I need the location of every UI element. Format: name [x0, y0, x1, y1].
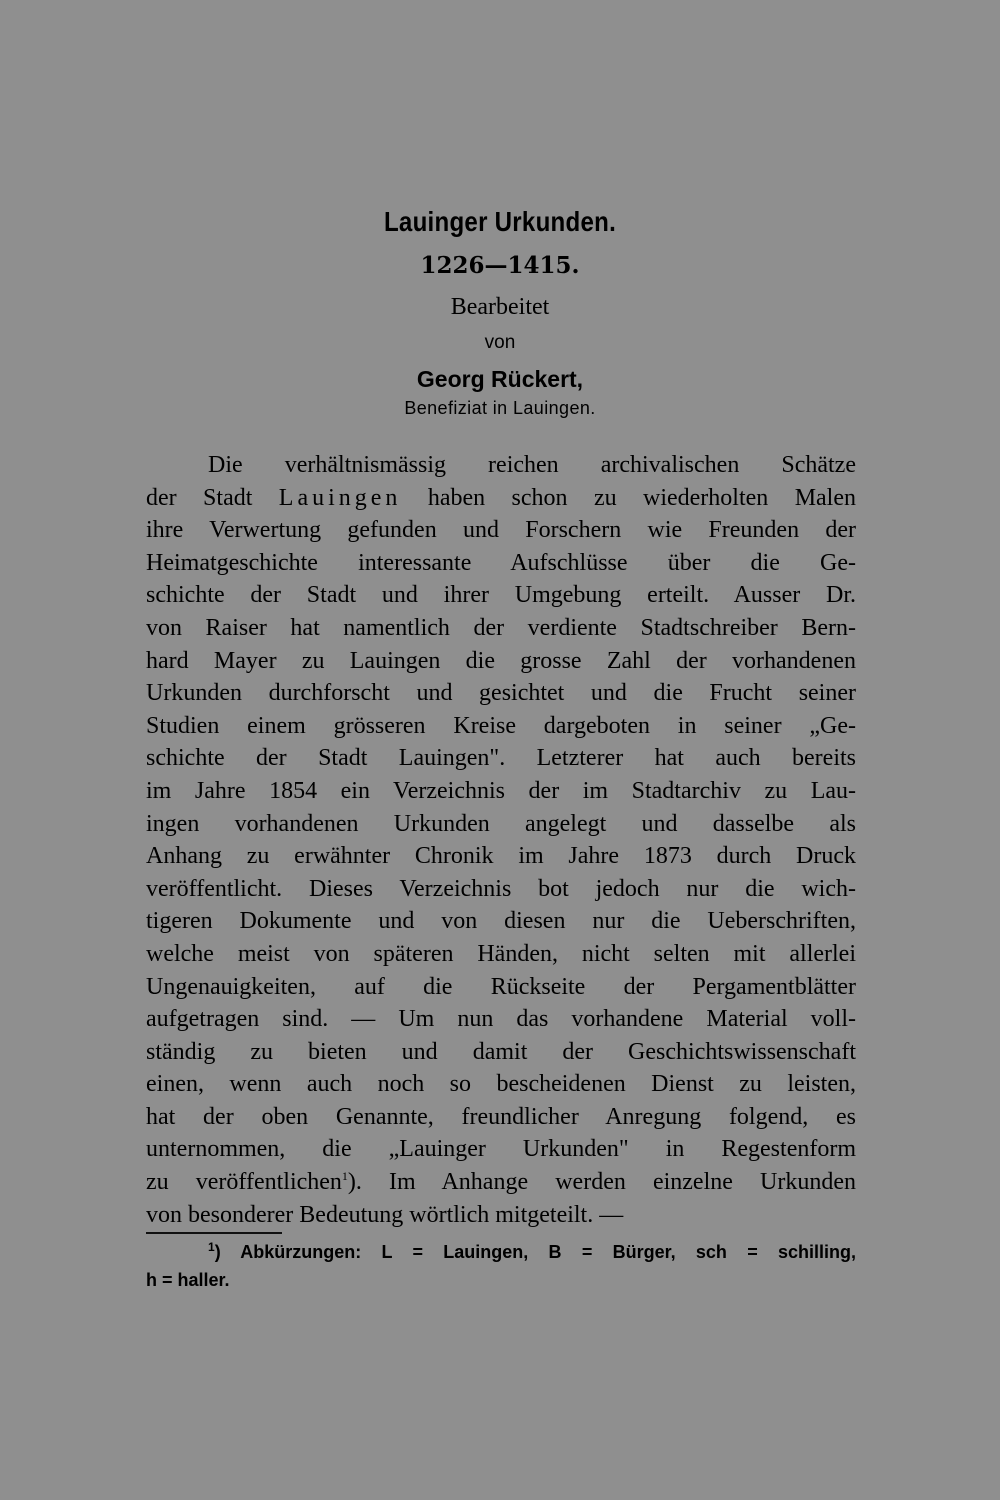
footnote-text: ) Abkürzungen: L = Lauingen, B = Bürger, sch = schilling, [214, 1242, 856, 1262]
body-line: ingen vorhandenen Urkunden angelegt und dasselbe als [146, 810, 856, 837]
body-line: veröffentlicht. Dieses Verzeichnis bot jedoch nur die wich- [146, 875, 856, 902]
document-years: 1226—1415. [420, 252, 580, 279]
body-line: tigeren Dokumente und von diesen nur die Ueberschriften, [146, 908, 856, 935]
body-line: im Jahre 1854 ein Verzeichnis der im Stadtarchiv zu Lau- [146, 777, 856, 804]
body-line: Studien einem grösseren Kreise dargeboten in seiner „Ge- [146, 712, 856, 739]
edited-label: Bearbeitet [450, 294, 550, 320]
footnote-marker: 1 [208, 1240, 215, 1254]
body-line: schichte der Stadt und ihrer Umgebung erteilt. Ausser Dr. [146, 582, 856, 609]
body-line-part: ). Im Anhange werden einzelne Urkunden [347, 1169, 856, 1196]
body-line: welche meist von späteren Händen, nicht selten mit allerlei [146, 940, 856, 967]
footnote [146, 1238, 856, 1294]
body-line: Urkunden durchforscht und gesichtet und die Frucht seiner [146, 680, 856, 707]
body-line: hard Mayer zu Lauingen die grosse Zahl der vorhandenen [146, 647, 856, 674]
body-line: von Raiser hat namentlich der verdiente Stadtschreiber Bern- [146, 614, 856, 641]
body-line: aufgetragen sind. — Um nun das vorhandene Material voll- [146, 1006, 856, 1033]
body-line: Heimatgeschichte interessante Aufschlüsse über die Ge- [146, 549, 856, 576]
body-line: Anhang zu erwähnter Chronik im Jahre 1873 durch Druck [146, 843, 856, 870]
footnote-line: h = haller. [146, 1270, 230, 1290]
body-line-part: haben schon zu wiederholten Malen [401, 484, 857, 511]
body-line [146, 1166, 856, 1199]
footnote-reference: 1 [341, 1169, 348, 1184]
body-paragraph [146, 449, 856, 1231]
footnote-line [146, 1238, 856, 1266]
body-line: von besonderer Bedeutung wörtlich mitgeteilt. — [146, 1201, 624, 1228]
document-title: Lauinger Urkunden. [383, 206, 617, 237]
body-line: hat der oben Genannte, freundlicher Anregung folgend, es [146, 1103, 856, 1130]
body-line: Ungenauigkeiten, auf die Rückseite der Pergamentblätter [146, 973, 856, 1000]
footnote-divider [146, 1232, 282, 1234]
author-name: Georg Rückert, [416, 366, 584, 392]
body-line: einen, wenn auch noch so bescheidenen Dienst zu leisten, [146, 1071, 856, 1098]
body-line: ihre Verwertung gefunden und Forschern wie Freunden der [146, 517, 856, 544]
by-label: von [484, 332, 516, 353]
body-line-part: zu veröffentlichen [146, 1169, 342, 1196]
author-role: Benefiziat in Lauingen. [404, 398, 596, 418]
body-line [146, 482, 856, 515]
body-line: schichte der Stadt Lauingen". Letzterer hat auch bereits [146, 745, 856, 772]
body-line: ständig zu bieten und damit der Geschichtswissenschaft [146, 1038, 856, 1065]
body-line: unternommen, die „Lauinger Urkunden" in Regestenform [146, 1136, 856, 1163]
body-line-part: der Stadt [146, 484, 279, 511]
spaced-place-name: Lauingen [278, 484, 402, 511]
body-line: Die verhältnismässig reichen archivalischen Schätze [208, 452, 856, 478]
